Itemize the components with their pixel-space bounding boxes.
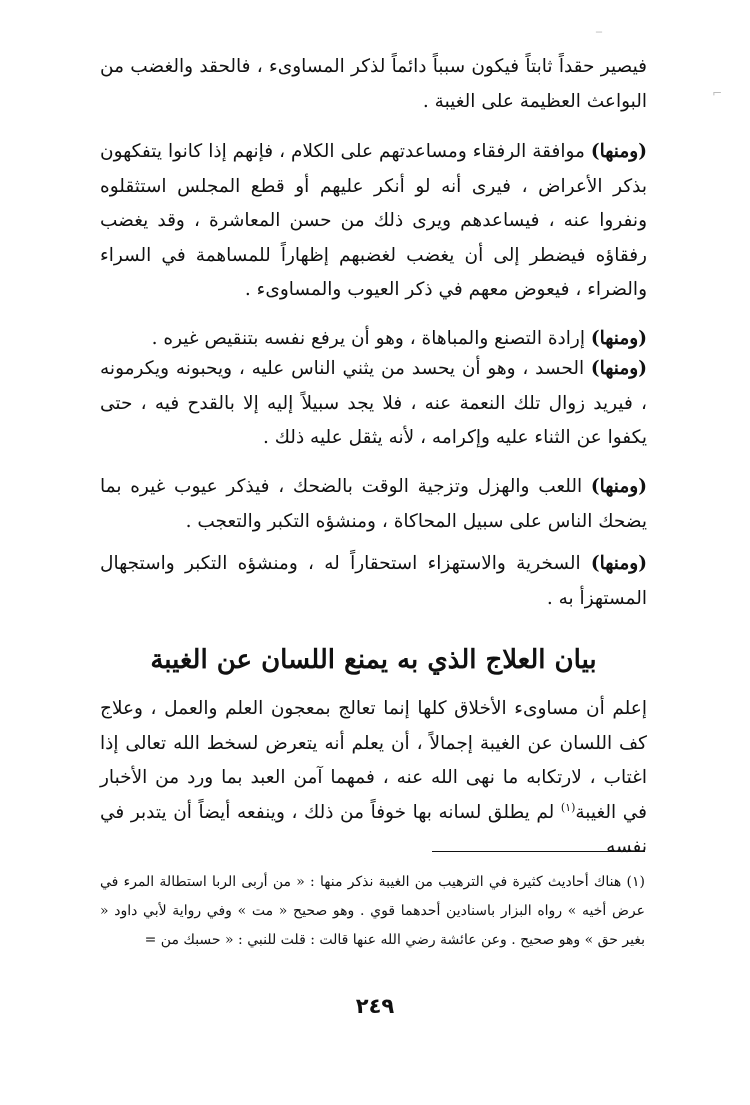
page-number: ٢٤٩ xyxy=(355,994,395,1018)
paragraph-text: اللعب والهزل وتزجية الوقت بالضحك ، فيذكر عيوب غيره بما يضحك الناس على سبيل المحاكاة ، ومنشؤه التكبر والتعجب . xyxy=(100,476,647,532)
paragraph-jesting xyxy=(100,470,647,539)
paragraph-lead: (ومنها) xyxy=(590,358,647,379)
section-text-start: إعلم أن مساوىء الأخلاق كلها إنما تعالج بمعجون العلم والعمل ، وعلاج كف اللسان عن الغيبة إجمالاً ، أن يعلم أنه يتعرض لسخط الله تعالى إذا اغتاب ، لارتكابه ما نهى الله عنه ، فمهما آمن العبد بما ورد من الأخبار في الغيبة xyxy=(100,698,647,823)
footnote: (١) هناك أحاديث كثيرة في الترهيب من الغيبة نذكر منها : « من أربى الربا استطالة المرء في عرض أخيه » رواه البزار باسنادين أحدهما قوي . وهو صحيح « مت » وفي رواية لأبي داود « بغير حق » وهو صحيح . وعن عائشة رضي الله عنها قالت : قلت للنبي : « حسبك من = xyxy=(100,874,645,948)
paragraph-continuation xyxy=(100,50,647,119)
paragraph-companions xyxy=(100,135,647,308)
section-text-end: لم يطلق لسانه بها خوفاً من ذلك ، وينفعه أيضاً أن يتدبر في نفسه xyxy=(100,801,647,857)
paragraph-lead: (ومنها) xyxy=(590,476,647,497)
paragraph-lead: (ومنها) xyxy=(590,141,647,162)
page-speck: ⌐ xyxy=(712,86,723,100)
paragraph-envy xyxy=(100,352,647,456)
paragraph-text: السخرية والاستهزاء استحقاراً له ، ومنشؤه التكبر واستجهال المستهزأ به . xyxy=(100,553,647,609)
paragraph-mockery xyxy=(100,547,647,616)
section-paragraph xyxy=(100,692,647,865)
footnote-divider xyxy=(432,851,645,852)
paragraph-text: إرادة التصنع والمباهاة ، وهو أن يرفع نفسه بتنقيص غيره . xyxy=(151,328,591,349)
paragraph-text: فيصير حقداً ثابتاً فيكون سبباً دائماً لذكر المساوىء ، فالحقد والغضب من البواعث العظيمة على الغيبة . xyxy=(100,56,647,112)
page-speck: ‾ xyxy=(596,30,602,44)
paragraph-lead: (ومنها) xyxy=(590,328,647,349)
paragraph-text: الحسد ، وهو أن يحسد من يثني الناس عليه ، ويحبونه ويكرمونه ، فيريد زوال تلك النعمة عنه ، فلا يجد سبيلاً إليه إلا بالقدح فيه ، حتى يكفوا عن الثناء عليه وإكرامه ، لأنه يثقل عليه ذلك . xyxy=(100,358,647,448)
section-heading: بيان العلاج الذي به يمنع اللسان عن الغيبة xyxy=(150,645,597,675)
paragraph-lead: (ومنها) xyxy=(590,553,647,574)
paragraph-text: موافقة الرفقاء ومساعدتهم على الكلام ، فإنهم إذا كانوا يتفكهون بذكر الأعراض ، فيرى أنه لو أنكر عليهم أو قطع المجلس استثقلوه ونفروا عنه ، فيساعدهم ويرى ذلك من حسن المعاشرة ، وقد يغضب رفقاؤه فيضطر إلى أن يغضب لغضبهم إظهاراً للمساهمة في السراء والضراء ، فيعوض معهم في ذكر العيوب والمساوىء . xyxy=(100,141,647,300)
footnote-reference[interactable]: (١) xyxy=(560,800,576,814)
